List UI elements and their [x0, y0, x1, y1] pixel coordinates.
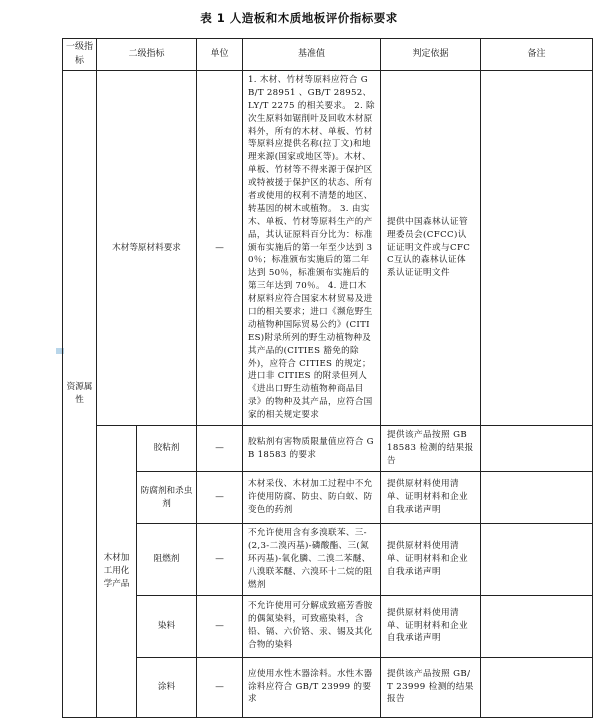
header-remark: 备注	[481, 39, 593, 71]
chem-requirement: 应使用水性木器涂料。水性木器涂料应符合 GB/T 23999 的要求	[243, 657, 381, 717]
chem-basis: 提供该产品按照 GB/T 23999 检测的结果报告	[381, 657, 481, 717]
chem-basis: 提供原材料使用清单、证明材料和企业自我承诺声明	[381, 595, 481, 657]
chem-name: 涂料	[137, 657, 197, 717]
table-title: 表 1 人造板和木质地板评价指标要求	[200, 11, 398, 25]
chem-basis: 提供原材料使用清单、证明材料和企业自我承诺声明	[381, 472, 481, 524]
wood-remark	[481, 71, 593, 426]
chem-requirement: 不允许使用含有多溴联苯、三-(2,3-二溴丙基)-磷酸酯、三(氮环丙基)-氧化膦、二溴二苯醚、八溴联苯醚、六溴环十二烷的阻燃剂	[243, 524, 381, 595]
chem-remark	[481, 657, 593, 717]
wood-basis: 提供中国森林认证管理委员会(CFCC)认证证明文件或与CFCC互认的森林认证体系认证证明文件	[381, 71, 481, 426]
chem-name: 阻燃剂	[137, 524, 197, 595]
wood-requirement: 1. 木材、竹材等原料应符合 GB/T 28951 、GB/T 28952、LY/T 2275 的相关要求。 2. 除次生原料如锯削叶及回收木材原料外，所有的木材、单板、竹材等原料应提供名称(拉丁文)和地理来源(国家或地区等)。木材、单板、竹材等不得来源于保护区或特被援于保护区的状态、所有者或使用的权利不清楚的地区、转基因的树木或植物。 3. 由实木、单板、竹材等原料生产的产品，其认证原料百分比为：标准颁布实施后的第一年至少达到 30％；标准颁布实施后的第二年达到 50％，标准颁布实施后的第三年达到 70％。 4. 进口木材原料应符合国家木材贸易及进口的相关要求；进口《濒危野生动植物种国际贸易公约》(CITIES)附录所列的野生动植物种及其产品的(CITIES 豁免的除外)，应符合 CITIES 的规定；进口非 CITIES 的附录但列人《进出口野生动植物种商品目录》的物种及其产品，应符合国家的相关规定要求	[243, 71, 381, 426]
chem-unit: —	[197, 657, 243, 717]
table-row	[63, 71, 593, 426]
chem-requirement: 木材采伐、木材加工过程中不允许使用防腐、防虫、防白蚁、防变色的药剂	[243, 472, 381, 524]
chem-name: 胶粘剂	[137, 426, 197, 472]
chem-remark	[481, 595, 593, 657]
chem-group-cell: 木材加工用化学产品	[97, 426, 137, 717]
header-row	[63, 39, 593, 71]
header-benchmark: 基准值	[243, 39, 381, 71]
header-unit: 单位	[197, 39, 243, 71]
chem-name: 染料	[137, 595, 197, 657]
table-row	[63, 472, 593, 524]
level1-cell: 资源属性	[63, 71, 97, 718]
chem-requirement: 胶粘剂有害物质限量值应符合 GB 18583 的要求	[243, 426, 381, 472]
chem-unit: —	[197, 524, 243, 595]
table-row	[63, 524, 593, 595]
wood-name: 木材等原材料要求	[97, 71, 197, 426]
header-level2: 二级指标	[97, 39, 197, 71]
chem-basis: 提供原材料使用清单、证明材料和企业自我承诺声明	[381, 524, 481, 595]
chem-remark	[481, 524, 593, 595]
chem-unit: —	[197, 472, 243, 524]
header-basis: 判定依据	[381, 39, 481, 71]
table-row	[63, 657, 593, 717]
table-row	[63, 595, 593, 657]
chem-unit: —	[197, 426, 243, 472]
evaluation-table	[62, 38, 593, 718]
chem-name: 防腐剂和杀虫剂	[137, 472, 197, 524]
wood-unit: —	[197, 71, 243, 426]
chem-remark	[481, 472, 593, 524]
chem-requirement: 不允许使用可分解成致癌芳香胺的偶氮染料，可致癌染料，含铅、镉、六价铬、汞、锡及其化合物的染料	[243, 595, 381, 657]
header-level1: 一级指标	[63, 39, 97, 71]
table-row	[63, 426, 593, 472]
chem-basis: 提供该产品按照 GB 18583 检测的结果报告	[381, 426, 481, 472]
chem-unit: —	[197, 595, 243, 657]
chem-remark	[481, 426, 593, 472]
